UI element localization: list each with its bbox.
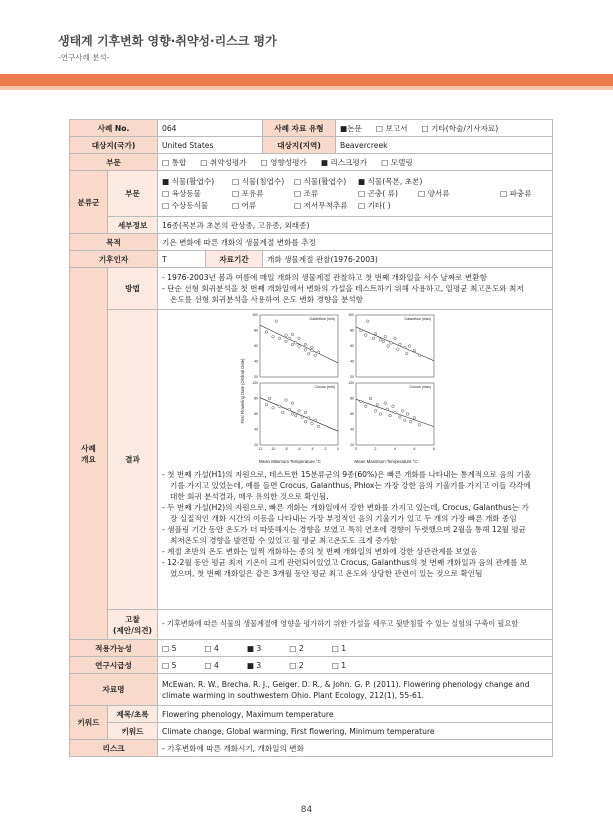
x-tick-label: -12 bbox=[257, 447, 263, 451]
result-line: - 12-2월 동안 평균 최저 기온이 크게 관련되어있었고 Crocus, Galanthus의 첫 번째 개화일과 음의 관계를 보 bbox=[162, 558, 528, 567]
risk-label: 리스크 bbox=[70, 740, 158, 757]
y-tick-label: 80 bbox=[254, 328, 258, 333]
summary-label-line2: 개요 bbox=[81, 454, 96, 464]
case-type-other[interactable]: □ 기타(학술/기사자료) bbox=[421, 123, 499, 133]
data-point bbox=[311, 422, 314, 425]
section-integrated[interactable]: □ 통합 bbox=[162, 157, 187, 167]
data-point bbox=[317, 351, 320, 354]
class-opt[interactable]: □ 육상동물 bbox=[162, 189, 201, 198]
row-applicability bbox=[70, 640, 553, 657]
method-text bbox=[158, 268, 553, 310]
data-point bbox=[281, 411, 284, 414]
chart-y-axis-label: First Flowering Date (Ordinal Date) bbox=[240, 358, 245, 424]
y-tick-label: 20 bbox=[350, 443, 354, 448]
row-urgency bbox=[70, 657, 553, 674]
data-point bbox=[390, 342, 393, 345]
case-no-label: 사례 No. bbox=[70, 120, 158, 137]
data-point bbox=[408, 345, 411, 348]
row-purpose bbox=[70, 234, 553, 251]
discussion-value: - 기후변화에 따른 식물의 생물계절에 영향을 평가하기 위한 가설을 세우고 뒷받침할 수 있는 실험의 구축이 필요함 bbox=[158, 610, 553, 640]
regression-line bbox=[260, 398, 338, 431]
data-point bbox=[379, 413, 382, 416]
result-line: - 계절 초반의 온도 변화는 일찍 개화하는 종의 첫 번째 개화일의 변화에 강한 상관관계를 보였음 bbox=[162, 547, 478, 556]
class-opt[interactable]: □ 식물(활엽수) bbox=[294, 177, 347, 186]
case-type-options bbox=[336, 120, 553, 137]
x-tick-label: 6 bbox=[413, 447, 416, 451]
y-tick-label: 60 bbox=[254, 412, 258, 417]
data-point bbox=[307, 352, 310, 355]
data-point bbox=[268, 397, 271, 400]
region-label: 대상지(지역) bbox=[263, 137, 336, 154]
x-tick-label: 0 bbox=[337, 447, 339, 451]
method-line: - 단순 선형 회귀분석을 첫 번째 개화일에서 변화의 가설을 테스트하기 위해 사용하고, 일평균 최고온도와 최저 bbox=[162, 284, 524, 293]
result-line: - 두 번째 가설(H2)의 지원으로, 빠른 개화는 개화일에서 강한 변화를 가지고 있는데, Crocus, Galanthus는 가 bbox=[162, 503, 529, 512]
urgency-label: 연구시급성 bbox=[70, 657, 158, 674]
y-tick-label: 100 bbox=[252, 313, 258, 318]
class-opt[interactable]: □ 기타( ) bbox=[358, 201, 391, 210]
class-opt[interactable]: □ 식물(침엽수) bbox=[232, 177, 285, 186]
applicability-1[interactable]: □ 1 bbox=[331, 643, 347, 653]
data-point bbox=[374, 332, 377, 335]
panel-title: Crocus (min) bbox=[314, 385, 335, 389]
row-keyword bbox=[70, 723, 553, 740]
class-opt[interactable] bbox=[500, 176, 560, 187]
data-point bbox=[402, 410, 405, 413]
data-point bbox=[360, 400, 363, 403]
y-tick-label: 80 bbox=[350, 396, 354, 401]
section-options bbox=[158, 154, 553, 171]
result-line: - 첫 번째 가설(H1)의 지원으로, 테스트한 15분류군의 9종(60%)은 빠른 개화를 나타내는 통계적으로 음의 기울 bbox=[162, 470, 532, 479]
data-point bbox=[364, 405, 367, 408]
title-kw-value: Flowering phenology, Maximum temperature bbox=[158, 706, 553, 723]
applicability-5[interactable]: □ 5 bbox=[162, 643, 177, 653]
data-point bbox=[418, 424, 421, 427]
result-label: 결과 bbox=[108, 310, 158, 610]
climate-value: T bbox=[158, 251, 206, 268]
y-tick-label: 60 bbox=[254, 344, 258, 349]
x-tick-label: -10 bbox=[270, 447, 276, 451]
discussion-label-line1: 고찰 bbox=[125, 614, 140, 624]
class-opt[interactable]: ■ 식물(목본, 초본) bbox=[358, 177, 423, 186]
case-table bbox=[69, 119, 553, 757]
result-cell bbox=[158, 310, 553, 610]
data-point bbox=[294, 414, 297, 417]
data-point bbox=[376, 403, 379, 406]
row-title-keyword bbox=[70, 706, 553, 723]
data-point bbox=[278, 337, 281, 340]
data-point bbox=[285, 399, 288, 402]
class-opt[interactable] bbox=[418, 200, 500, 211]
data-point bbox=[311, 349, 314, 352]
phenology-scatter-figure bbox=[238, 313, 438, 465]
x-tick-label: -2 bbox=[323, 447, 327, 451]
chart-x-axis-label-left: Mean Minimum Temperature °C bbox=[259, 459, 321, 464]
period-value: 개화 생물계절 관찰(1976-2003) bbox=[263, 251, 553, 268]
purpose-label: 목적 bbox=[70, 234, 158, 251]
data-point bbox=[413, 417, 416, 420]
data-point bbox=[403, 346, 406, 349]
data-point bbox=[291, 402, 294, 405]
panel-frame bbox=[260, 383, 338, 445]
class-opt[interactable]: □ 양서류 bbox=[418, 189, 450, 198]
applicability-3[interactable]: ■ 3 bbox=[246, 643, 262, 653]
reference-line: McEwan. R. W., Brecha. R. J., Geiger. D. R., & John. G. P. (2011). Flowering phenology change and bbox=[162, 679, 530, 689]
class-opt[interactable]: □ 어류 bbox=[232, 201, 257, 210]
detail-label: 세부정보 bbox=[108, 217, 158, 234]
data-point bbox=[301, 416, 304, 419]
data-point bbox=[311, 346, 314, 349]
summary-label-line1: 사례 bbox=[81, 443, 96, 453]
kw-label: 키워드 bbox=[108, 723, 158, 740]
summary-label bbox=[70, 268, 108, 640]
class-opt[interactable] bbox=[418, 176, 500, 187]
data-point bbox=[387, 345, 390, 348]
y-tick-label: 100 bbox=[348, 381, 354, 386]
classification-label: 분류군 bbox=[70, 171, 108, 234]
row-reference bbox=[70, 674, 553, 706]
data-point bbox=[272, 407, 275, 410]
data-point bbox=[406, 413, 409, 416]
y-tick-label: 40 bbox=[350, 359, 354, 364]
y-tick-label: 100 bbox=[348, 313, 354, 318]
data-point bbox=[379, 339, 382, 342]
data-point bbox=[304, 349, 307, 352]
x-tick-label: -4 bbox=[310, 447, 314, 451]
x-tick-label: -6 bbox=[297, 447, 301, 451]
class-opt[interactable]: □ 저서무척추류 bbox=[294, 201, 348, 210]
keyword-group-label: 키워드 bbox=[70, 706, 108, 740]
data-point bbox=[304, 411, 307, 414]
row-detail bbox=[70, 217, 553, 234]
data-point bbox=[275, 320, 278, 323]
purpose-value: 기온 변화에 따른 개화의 생물계절 변화를 추정 bbox=[158, 234, 553, 251]
reference-label: 자료명 bbox=[70, 674, 158, 706]
urgency-3[interactable]: ■ 3 bbox=[246, 660, 262, 670]
page-number: 84 bbox=[300, 805, 313, 815]
row-method bbox=[70, 268, 553, 310]
regression-line bbox=[356, 327, 434, 361]
applicability-2[interactable]: □ 2 bbox=[289, 643, 304, 653]
urgency-2[interactable]: □ 2 bbox=[289, 660, 304, 670]
result-line: - 샘플링 기간 동안 온도가 더 따뜻해지는 경향을 보였고 특히 연초에 경향이 두렷했으며 2월을 통해 12월 평균 bbox=[162, 525, 526, 534]
panel-frame bbox=[356, 315, 434, 377]
data-point bbox=[291, 413, 294, 416]
row-risk bbox=[70, 740, 553, 757]
data-point bbox=[372, 337, 375, 340]
header-accent-band-light bbox=[0, 86, 613, 90]
section-impact[interactable]: □ 영향성평가 bbox=[260, 157, 307, 167]
region-value: Beavercreek bbox=[336, 137, 553, 154]
class-opt[interactable]: ■ 식물(활엽수) bbox=[162, 177, 215, 186]
class-opt[interactable]: □ 곤충( 류) bbox=[358, 189, 398, 198]
data-point bbox=[265, 331, 268, 334]
data-point bbox=[409, 420, 412, 423]
data-point bbox=[304, 343, 307, 346]
y-tick-label: 20 bbox=[254, 375, 258, 380]
data-point bbox=[384, 335, 387, 338]
class-opt[interactable] bbox=[500, 200, 560, 211]
section-risk[interactable]: ■ 리스크평가 bbox=[320, 157, 368, 167]
section-vulnerability[interactable]: □ 취약성평가 bbox=[200, 157, 247, 167]
case-type-label: 사례 자료 유형 bbox=[263, 120, 336, 137]
y-tick-label: 100 bbox=[252, 381, 258, 386]
class-options bbox=[158, 171, 553, 217]
data-point bbox=[294, 342, 297, 345]
section-label: 부문 bbox=[70, 154, 158, 171]
method-line: - 1976-2003년 봄과 여름에 매일 개화의 생물계절 관찰하고 첫 번째 개화일을 서수 날짜로 변환함 bbox=[162, 273, 487, 282]
applicability-label: 적용가능성 bbox=[70, 640, 158, 657]
method-label: 방법 bbox=[108, 268, 158, 310]
country-label: 대상지(국가) bbox=[70, 137, 158, 154]
data-point bbox=[364, 334, 367, 337]
regression-line bbox=[260, 325, 338, 363]
urgency-4[interactable]: □ 4 bbox=[204, 660, 219, 670]
result-line: 였으며, 첫 번째 개화일은 같은 3개월 동안 평균 최고 온도와 상당한 관련이 있는 것으로 확인됨 bbox=[170, 569, 483, 578]
y-tick-label: 40 bbox=[254, 359, 258, 364]
data-point bbox=[272, 335, 275, 338]
urgency-1[interactable]: □ 1 bbox=[331, 660, 347, 670]
applicability-4[interactable]: □ 4 bbox=[204, 643, 219, 653]
climate-label: 기후인자 bbox=[70, 251, 158, 268]
row-discussion bbox=[70, 610, 553, 640]
data-point bbox=[369, 397, 372, 400]
y-tick-label: 80 bbox=[254, 396, 258, 401]
data-point bbox=[298, 345, 301, 348]
y-tick-label: 60 bbox=[350, 412, 354, 417]
section-modeling[interactable]: □ 모델링 bbox=[381, 157, 413, 167]
data-point bbox=[298, 337, 301, 340]
y-tick-label: 20 bbox=[350, 375, 354, 380]
row-country bbox=[70, 137, 553, 154]
data-point bbox=[403, 419, 406, 422]
data-point bbox=[307, 417, 310, 420]
data-point bbox=[288, 337, 291, 340]
data-point bbox=[382, 340, 385, 343]
data-point bbox=[394, 337, 397, 340]
result-text bbox=[162, 469, 548, 579]
data-point bbox=[389, 414, 392, 417]
data-point bbox=[291, 343, 294, 346]
panel-title: Galanthus (min) bbox=[309, 317, 335, 321]
title-kw-label: 제목/초록 bbox=[108, 706, 158, 723]
class-opt[interactable]: □ 수상동식물 bbox=[162, 201, 209, 210]
header-accent-band bbox=[0, 74, 613, 86]
page-header-title: 생태계 기후변화 영향·취약성·리스크 평가 bbox=[58, 34, 277, 48]
detail-value: 16종(목본과 초본의 관상종, 고유종, 외래종) bbox=[158, 217, 553, 234]
data-point bbox=[405, 352, 408, 355]
page-header-subtitle: -연구사례 분석- bbox=[58, 53, 110, 62]
y-tick-label: 60 bbox=[350, 344, 354, 349]
method-line: 온도를 선형 회귀분석을 사용하여 온도 변화 경향을 분석함 bbox=[170, 295, 363, 304]
data-point bbox=[288, 408, 291, 411]
data-point bbox=[298, 410, 301, 413]
discussion-label bbox=[108, 610, 158, 640]
row-climate bbox=[70, 251, 553, 268]
data-point bbox=[386, 408, 389, 411]
case-type-report[interactable]: □ 보고서 bbox=[375, 123, 408, 133]
data-point bbox=[317, 425, 320, 428]
row-result bbox=[70, 310, 553, 610]
data-point bbox=[265, 403, 268, 406]
class-opt[interactable]: □ 파충류 bbox=[500, 189, 532, 198]
result-line: 대한 회귀 분석결과, 매우 유의한 것으로 확인됨. bbox=[170, 492, 329, 501]
row-case-no bbox=[70, 120, 553, 137]
data-point bbox=[413, 349, 416, 352]
data-point bbox=[366, 320, 369, 323]
kw-value: Climate change, Global warming, First flowering, Minimum temperature bbox=[158, 723, 553, 740]
result-line: 최저온도의 경향을 발견할 수 있었고 월 평균 최고온도도 크게 증가함 bbox=[170, 536, 398, 545]
x-tick-label: 8 bbox=[433, 447, 435, 451]
x-tick-label: 0 bbox=[355, 447, 357, 451]
period-label: 자료기간 bbox=[206, 251, 263, 268]
data-point bbox=[374, 410, 377, 413]
case-no-value: 064 bbox=[158, 120, 263, 137]
data-point bbox=[360, 329, 363, 332]
country-value: United States bbox=[158, 137, 263, 154]
class-opt[interactable]: □ 포유류 bbox=[232, 189, 264, 198]
case-type-paper[interactable]: ■논문 bbox=[340, 123, 362, 133]
data-point bbox=[399, 343, 402, 346]
applicability-options bbox=[158, 640, 553, 657]
data-point bbox=[285, 340, 288, 343]
result-line: 기를 가지고 있었는데, 예를 들면 Crocus, Galanthus, Phlox는 가장 강한 음의 기울기를 가지고 이들 각각에 bbox=[170, 481, 531, 490]
chart-x-axis-label-right: Mean Maximum Temperature °C bbox=[354, 459, 418, 464]
data-point bbox=[314, 354, 317, 357]
y-tick-label: 40 bbox=[350, 427, 354, 432]
data-point bbox=[291, 333, 294, 336]
reference-value bbox=[158, 674, 553, 706]
urgency-5[interactable]: □ 5 bbox=[162, 660, 177, 670]
class-section-label: 부문 bbox=[108, 171, 158, 217]
panel-title: Crocus (max) bbox=[409, 385, 431, 389]
discussion-label-line2: (제안/의견) bbox=[112, 625, 153, 635]
row-classification bbox=[70, 171, 553, 217]
x-tick-label: 2 bbox=[374, 447, 377, 451]
reference-line: climate warming in southwestern Ohio. Plant Ecology, 212(1), 55-61. bbox=[162, 690, 425, 700]
data-point bbox=[392, 405, 395, 408]
data-point bbox=[285, 334, 288, 337]
class-opt[interactable]: □ 조류 bbox=[294, 189, 319, 198]
row-section bbox=[70, 154, 553, 171]
y-tick-label: 20 bbox=[254, 443, 258, 448]
x-tick-label: 4 bbox=[394, 447, 396, 451]
data-point bbox=[384, 402, 387, 405]
panel-title: Galanthus (max) bbox=[404, 317, 431, 321]
risk-value: - 기후변화에 따른 개화시기, 개화일의 변화 bbox=[158, 740, 553, 757]
data-point bbox=[278, 405, 281, 408]
result-line: 장 실질적인 개화 시간의 이동을 나타내는 가장 부정적인 음의 기울기가 있고 두 개의 가장 빠른 개화 종임 bbox=[170, 514, 517, 523]
data-point bbox=[394, 411, 397, 414]
urgency-options bbox=[158, 657, 553, 674]
data-point bbox=[418, 354, 421, 357]
data-point bbox=[314, 419, 317, 422]
x-tick-label: -8 bbox=[284, 447, 288, 451]
y-tick-label: 40 bbox=[254, 427, 258, 432]
data-point bbox=[399, 416, 402, 419]
panel-frame bbox=[356, 383, 434, 445]
data-point bbox=[304, 420, 307, 423]
data-point bbox=[397, 348, 400, 351]
y-tick-label: 80 bbox=[350, 328, 354, 333]
